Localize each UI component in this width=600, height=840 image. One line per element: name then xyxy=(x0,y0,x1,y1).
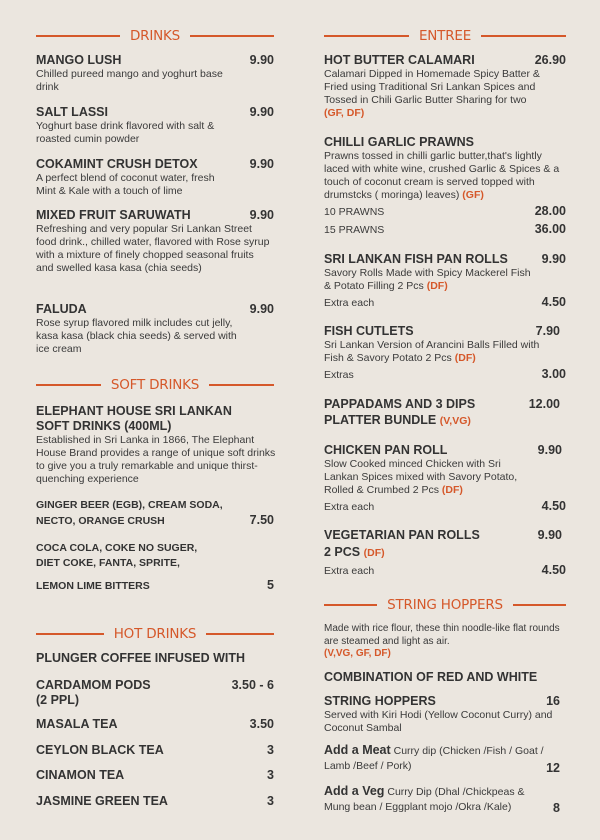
item-price: 26.90 xyxy=(534,53,566,67)
soft-drinks-description: Established in Sri Lanka in 1866, The Elephant House Brand provides a range of unique soft drinks to give you a truly remarkable and unique thirst-quenching experience xyxy=(36,434,276,485)
divider xyxy=(324,35,409,37)
item-description: A perfect blend of coconut water, fresh Mint & Kale with a touch of lime xyxy=(36,172,215,197)
item-description: Rose syrup flavored milk includes cut jelly, kasa kasa (black chia seeds) & served with ice cream xyxy=(36,317,237,355)
item-description xyxy=(324,68,546,120)
option-price: 4.50 xyxy=(541,499,566,513)
dietary-tag: (DF) xyxy=(363,547,385,559)
menu-item-cinamon-tea xyxy=(36,768,274,783)
string-hoppers-title: STRING HOPPERS xyxy=(387,597,503,613)
soft-drinks-group-2 xyxy=(36,541,274,571)
item-price: 9.90 xyxy=(249,157,274,171)
item-price: 9.90 xyxy=(249,208,274,222)
item-description-text: Calamari Dipped in Homemade Spicy Batter & Fried using Traditional Sri Lankan Spices and Tossed in Chili Garlic Butter Sharing for two xyxy=(324,68,540,106)
combo-heading: COMBINATION OF RED AND WHITE xyxy=(324,670,538,684)
item-name: VEGETARIAN PAN ROLLS xyxy=(324,528,480,542)
item-name: FALUDA xyxy=(36,302,87,316)
menu-item-faluda xyxy=(36,302,274,356)
menu-item-masala-tea xyxy=(36,717,274,732)
item-description xyxy=(324,150,566,202)
item-name: FISH CUTLETS xyxy=(324,324,414,338)
item-description xyxy=(324,339,556,365)
menu-item-jasmine-green-tea xyxy=(36,794,274,809)
soft-drinks-heading: ELEPHANT HOUSE SRI LANKAN xyxy=(36,404,232,418)
option-price: 3.00 xyxy=(541,367,566,381)
item-price: 7.50 xyxy=(249,513,274,527)
divider xyxy=(36,633,104,635)
item-price: 3.50 - 6 xyxy=(231,678,274,692)
item-name: MANGO LUSH xyxy=(36,53,122,67)
option-label: Extra each xyxy=(324,565,375,577)
string-hoppers-intro xyxy=(324,623,566,661)
drink-list: COCA COLA, COKE NO SUGER, xyxy=(36,542,198,554)
divider xyxy=(190,35,274,37)
drinks-title: DRINKS xyxy=(129,28,181,44)
item-price: 16 xyxy=(546,694,560,708)
soft-drinks-title: SOFT DRINKS xyxy=(110,377,200,393)
item-name: (2 PPL) xyxy=(36,693,80,707)
item-description-text: Curry Dip (Dhal /Chickpeas & Mung bean / Eggplant mojo /Okra /Kale) xyxy=(324,786,525,813)
dietary-tag: (GF, DF) xyxy=(324,107,365,119)
item-description: Chilled pureed mango and yoghurt base drink xyxy=(36,68,223,93)
item-name: PLUNGER COFFEE INFUSED WITH xyxy=(36,651,246,665)
item-name: Add a Meat xyxy=(324,743,391,757)
divider xyxy=(206,633,274,635)
item-name: JASMINE GREEN TEA xyxy=(36,794,168,808)
soft-drinks-heading: SOFT DRINKS (400ML) xyxy=(36,419,172,433)
item-description xyxy=(324,784,549,815)
item-price: 7.90 xyxy=(535,324,560,338)
option-price: 28.00 xyxy=(534,204,566,218)
item-name: SALT LASSI xyxy=(36,105,108,119)
menu-item-cokamint xyxy=(36,157,274,198)
item-price: 9.90 xyxy=(249,302,274,316)
dietary-tag: (DF) xyxy=(441,484,463,496)
soft-drinks-group-3 xyxy=(36,578,274,594)
item-name: MIXED FRUIT SARUWATH xyxy=(36,208,191,222)
option-label: 15 PRAWNS xyxy=(324,224,385,236)
item-price: 3 xyxy=(267,768,274,782)
item-name: COKAMINT CRUSH DETOX xyxy=(36,157,198,171)
item-name: CHICKEN PAN ROLL xyxy=(324,443,448,457)
item-description-text: Curry dip (Chicken /Fish / Goat / Lamb /Beef / Pork) xyxy=(324,745,544,772)
dietary-tag: (V,VG, GF, DF) xyxy=(324,648,391,659)
string-hoppers-combo xyxy=(324,670,566,685)
entree-title: ENTREE xyxy=(418,28,472,44)
item-name: STRING HOPPERS xyxy=(324,694,436,708)
item-price: 12 xyxy=(546,761,560,775)
entree-section-header xyxy=(324,28,566,44)
hot-drinks-section-header xyxy=(36,626,274,642)
option-price: 36.00 xyxy=(534,222,566,236)
menu-item-saruwath xyxy=(36,208,274,275)
dietary-tag: (DF) xyxy=(426,280,448,292)
item-description: Yoghurt base drink flavored with salt & roasted cumin powder xyxy=(36,120,215,145)
hot-drinks-title: HOT DRINKS xyxy=(113,626,197,642)
item-price: 8 xyxy=(553,801,560,815)
item-name: CHILLI GARLIC PRAWNS xyxy=(324,135,474,149)
item-price: 9.90 xyxy=(537,443,562,457)
item-description-text: Prawns tossed in chilli garlic butter,that's lightly laced with white wine, crushed Garlic & Spices & a touch of coconut cream is served topped with drumstcks ( moringa) leaves) xyxy=(324,150,560,201)
item-name: PLATTER BUNDLE xyxy=(324,413,437,427)
divider xyxy=(209,384,274,386)
item-description xyxy=(324,458,524,497)
item-price: 9.90 xyxy=(249,105,274,119)
menu-item-string-hoppers xyxy=(324,694,566,735)
divider xyxy=(513,604,566,606)
divider xyxy=(324,604,377,606)
item-name: CARDAMOM PODS xyxy=(36,678,151,692)
option-label: 10 PRAWNS xyxy=(324,206,385,218)
soft-drinks-block xyxy=(36,404,274,486)
menu-item-salt-lassi xyxy=(36,105,274,146)
divider xyxy=(36,35,120,37)
item-description xyxy=(324,743,549,774)
option-price: 4.50 xyxy=(541,295,566,309)
item-price: 5 xyxy=(267,578,274,592)
menu-item-mango-lush xyxy=(36,53,274,94)
menu-item-fish-pan-rolls xyxy=(324,252,566,311)
item-name: HOT BUTTER CALAMARI xyxy=(324,53,475,67)
item-name: Add a Veg xyxy=(324,784,385,798)
item-name: PAPPADAMS AND 3 DIPS xyxy=(324,397,476,411)
dietary-tag: (V,VG) xyxy=(439,415,471,427)
item-description xyxy=(324,267,534,293)
menu-item-pappadams xyxy=(324,397,566,429)
item-price: 9.90 xyxy=(537,528,562,542)
drink-list: DIET COKE, FANTA, SPRITE, xyxy=(36,557,180,569)
option-label: Extra each xyxy=(324,297,375,309)
item-description-text: Savory Rolls Made with Spicy Mackerel Fish & Potato Filling 2 Pcs xyxy=(324,267,531,292)
menu-item-vegetarian-pan-rolls xyxy=(324,528,566,579)
item-name: CEYLON BLACK TEA xyxy=(36,743,164,757)
divider xyxy=(481,35,566,37)
drink-list: LEMON LIME BITTERS xyxy=(36,580,150,592)
option-price: 4.50 xyxy=(541,563,566,577)
menu-item-plunger-coffee xyxy=(36,651,274,708)
item-price: 3.50 xyxy=(249,717,274,731)
item-price: 9.90 xyxy=(249,53,274,67)
drink-list: NECTO, ORANGE CRUSH xyxy=(36,515,165,527)
dietary-tag: (GF) xyxy=(462,189,484,201)
item-name: MASALA TEA xyxy=(36,717,118,731)
menu-item-calamari xyxy=(324,53,566,120)
soft-drinks-section-header xyxy=(36,377,274,393)
dietary-tag: (DF) xyxy=(454,352,476,364)
menu-item-fish-cutlets xyxy=(324,324,566,383)
intro-text: Made with rice flour, these thin noodle-like flat rounds are steamed and light as air. xyxy=(324,623,560,647)
menu-item-add-meat xyxy=(324,743,566,774)
option-label: Extras xyxy=(324,369,354,381)
item-description-text: Sri Lankan Version of Arancini Balls Filled with Fish & Savory Potato 2 Pcs xyxy=(324,339,540,364)
item-price: 3 xyxy=(267,794,274,808)
option-label: Extra each xyxy=(324,501,375,513)
menu-item-add-veg xyxy=(324,784,566,815)
item-name: SRI LANKAN FISH PAN ROLLS xyxy=(324,252,508,266)
drinks-section-header xyxy=(36,28,274,44)
item-price: 3 xyxy=(267,743,274,757)
menu-item-ceylon-black-tea xyxy=(36,743,274,758)
item-description: Served with Kiri Hodi (Yellow Coconut Curry) and Coconut Sambal xyxy=(324,709,553,734)
divider xyxy=(36,384,101,386)
drink-list: GINGER BEER (EGB), CREAM SODA, xyxy=(36,499,223,511)
item-name: CINAMON TEA xyxy=(36,768,125,782)
string-hoppers-section-header xyxy=(324,597,566,613)
item-description-text: Slow Cooked minced Chicken with Sri Lankan Spices mixed with Savory Potato, Rolled & Crumbed 2 Pcs xyxy=(324,458,518,496)
soft-drinks-group-1 xyxy=(36,498,274,529)
item-description: Refreshing and very popular Sri Lankan Street food drink., chilled water, flavored with Rose syrup with a mixture of finely chopped seasonal fruits and swelled kasa kasa (chia seeds) xyxy=(36,223,270,274)
item-name: 2 PCS xyxy=(324,545,361,559)
menu-item-chilli-garlic-prawns xyxy=(324,135,566,238)
item-price: 9.90 xyxy=(541,252,566,266)
item-price: 12.00 xyxy=(528,397,560,411)
menu-item-chicken-pan-roll xyxy=(324,443,566,515)
